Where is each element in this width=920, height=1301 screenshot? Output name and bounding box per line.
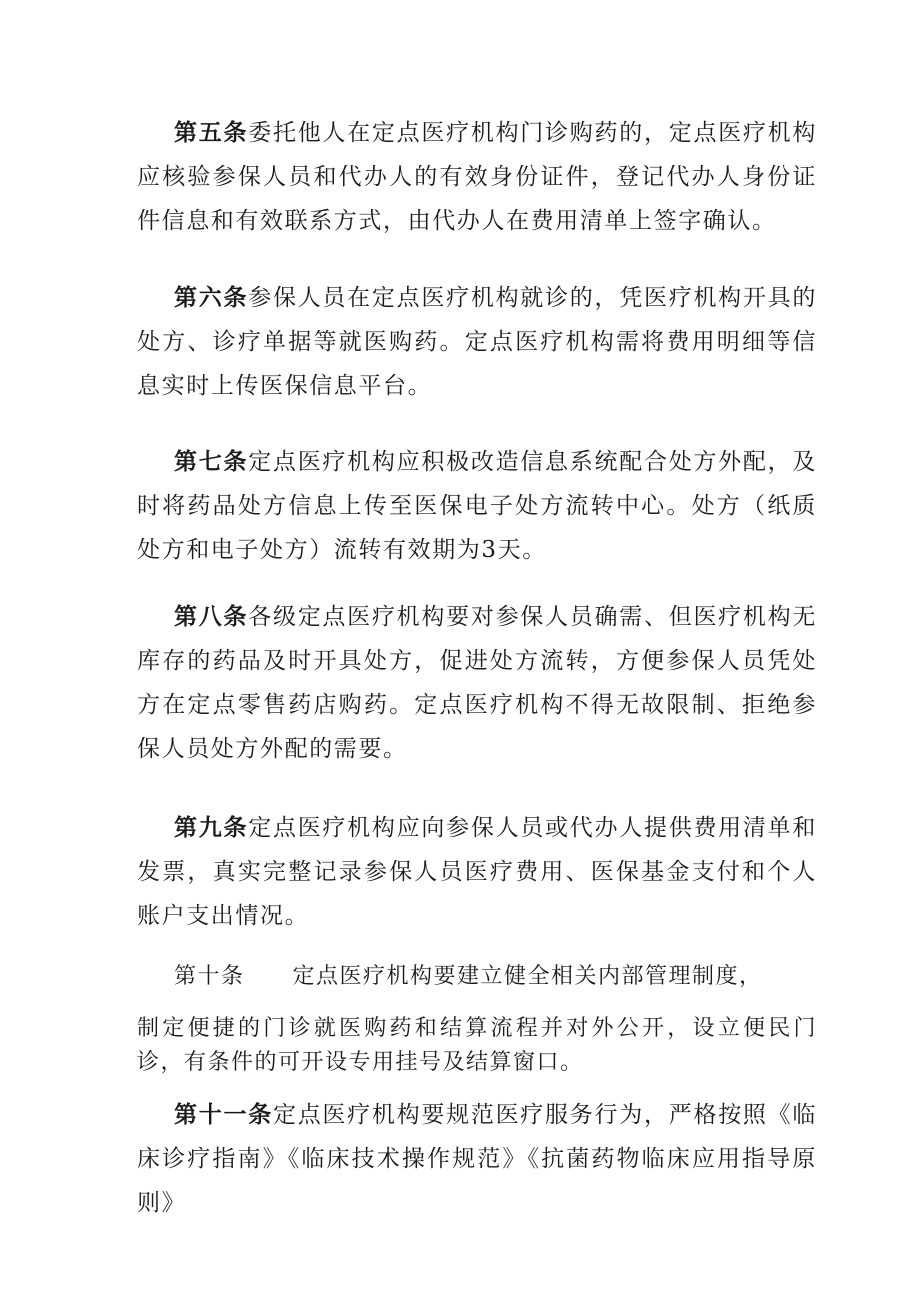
article-9-body: 定点医疗机构应向参保人员或代办人提供费用清单和发票，真实完整记录参保人员医疗费用、医保基金支付和个人账户支出情况。: [137, 815, 817, 929]
article-6: [137, 276, 817, 408]
article-6-heading: 第六条: [174, 284, 249, 311]
article-5-heading: 第五条: [174, 119, 249, 146]
article-10-heading: 第十条: [174, 964, 245, 989]
article-7: [137, 440, 817, 572]
article-8: [137, 595, 817, 771]
article-8-heading: 第八条: [174, 603, 249, 630]
article-7-body: 定点医疗机构应积极改造信息系统配合处方外配，及时将药品处方信息上传至医保电子处方流转中心。处方（纸质处方和电子处方）流转有效期为3天。: [137, 449, 817, 563]
article-10-continuation: 制定便捷的门诊就医购药和结算流程并对外公开，设立便民门诊，有条件的可开设专用挂号及结算窗口。: [137, 1016, 817, 1075]
article-11-body: 定点医疗机构要规范医疗服务行为，严格按照《临床诊疗指南》《临床技术操作规范》《抗菌药物临床应用指导原则》: [137, 1102, 818, 1216]
article-10-first-line: [174, 961, 763, 993]
article-7-heading: 第七条: [174, 448, 249, 475]
article-5-body: 委托他人在定点医疗机构门诊购药的，定点医疗机构应核验参保人员和代办人的有效身份证件，登记代办人身份证件信息和有效联系方式，由代办人在费用清单上签字确认。: [137, 120, 817, 234]
article-10-first-line-text: 定点医疗机构要建立健全相关内部管理制度，: [292, 964, 763, 989]
article-11: [137, 1093, 817, 1225]
article-9: [137, 806, 817, 938]
article-5: [137, 111, 817, 243]
article-8-body: 各级定点医疗机构要对参保人员确需、但医疗机构无库存的药品及时开具处方，促进处方流转，方便参保人员凭处方在定点零售药店购药。定点医疗机构不得无故限制、拒绝参保人员处方外配的需要。: [137, 604, 817, 762]
article-9-heading: 第九条: [174, 814, 249, 841]
article-6-body: 参保人员在定点医疗机构就诊的，凭医疗机构开具的处方、诊疗单据等就医购药。定点医疗机构需将费用明细等信息实时上传医保信息平台。: [137, 285, 817, 399]
article-11-heading: 第十一条: [174, 1101, 273, 1128]
